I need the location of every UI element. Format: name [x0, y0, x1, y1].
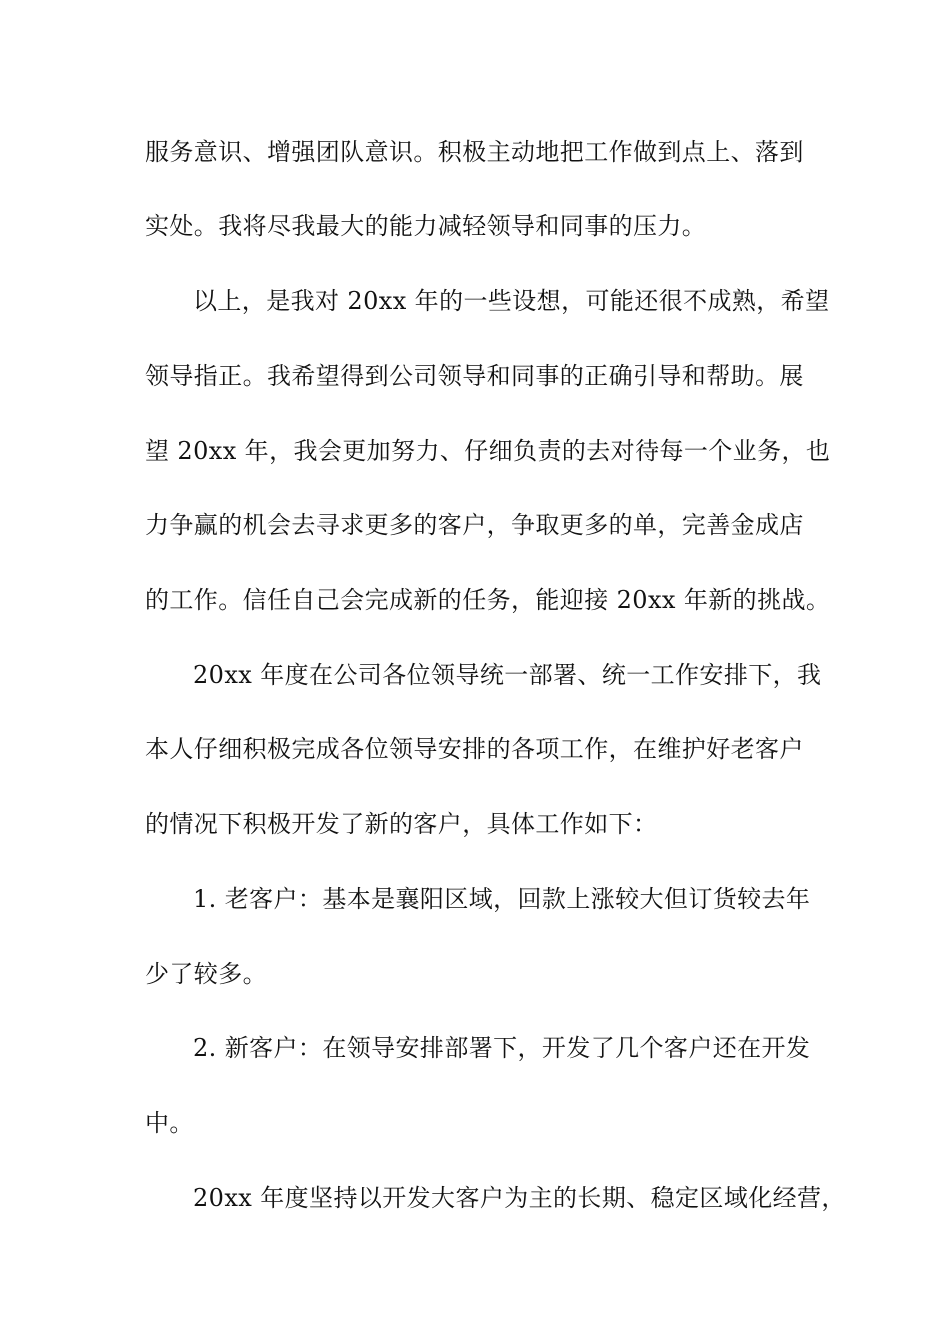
paragraph-line: 本人仔细积极完成各位领导安排的各项工作，在维护好老客户	[145, 735, 804, 763]
list-item-line: 中。	[145, 1109, 194, 1137]
paragraph-line: 望 20xx 年，我会更加努力、仔细负责的去对待每一个业务，也	[145, 437, 831, 465]
paragraph-line: 领导指正。我希望得到公司领导和同事的正确引导和帮助。展	[145, 362, 804, 390]
list-item-line: 1. 老客户：基本是襄阳区域，回款上涨较大但订货较去年	[193, 885, 811, 913]
list-item-line: 2. 新客户：在领导安排部署下，开发了几个客户还在开发	[193, 1034, 811, 1062]
list-item-line: 少了较多。	[145, 960, 267, 988]
paragraph-line: 20xx 年度坚持以开发大客户为主的长期、稳定区域化经营，	[193, 1184, 846, 1212]
paragraph-line: 的工作。信任自己会完成新的任务，能迎接 20xx 年新的挑战。	[145, 586, 831, 614]
paragraph-line: 实处。我将尽我最大的能力减轻领导和同事的压力。	[145, 212, 707, 240]
paragraph-line: 的情况下积极开发了新的客户，具体工作如下：	[145, 810, 658, 838]
paragraph-line: 20xx 年度在公司各位领导统一部署、统一工作安排下，我	[193, 661, 822, 689]
paragraph-line: 力争赢的机会去寻求更多的客户，争取更多的单，完善金成店	[145, 511, 804, 539]
paragraph-line: 以上，是我对 20xx 年的一些设想，可能还很不成熟，希望	[193, 287, 830, 315]
paragraph-line: 服务意识、增强团队意识。积极主动地把工作做到点上、落到	[145, 138, 804, 166]
